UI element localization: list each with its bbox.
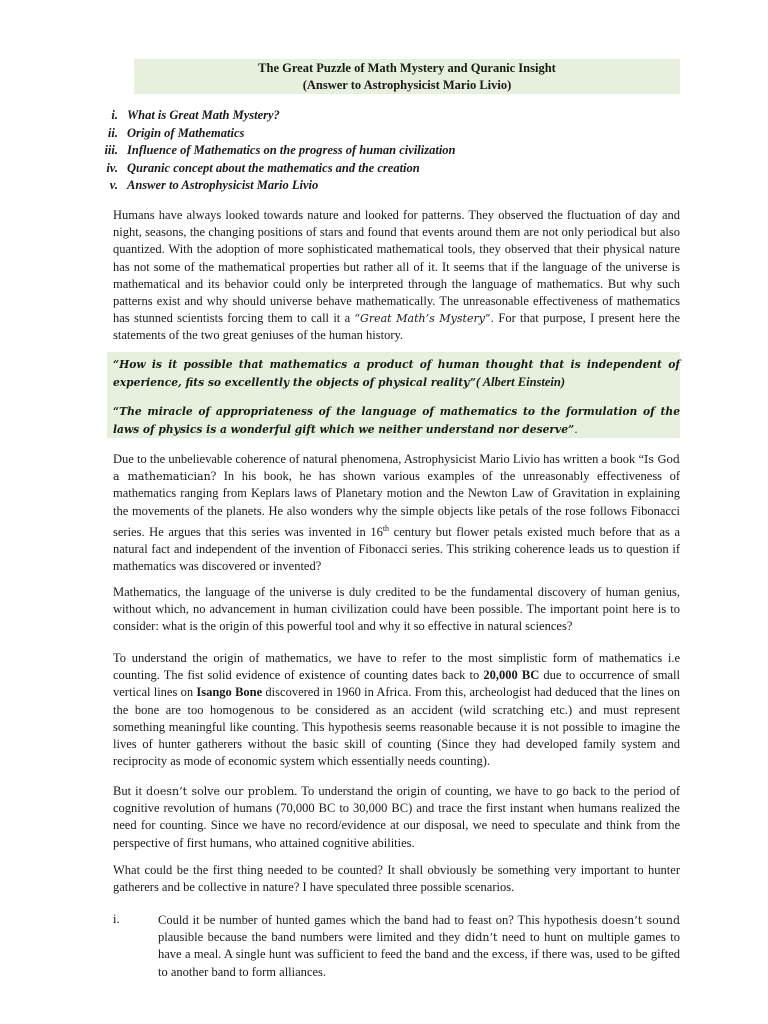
isango-bone: Isango Bone — [196, 685, 263, 700]
toc-text: Origin of Mathematics — [127, 125, 245, 140]
toc-text: Quranic concept about the mathematics and the creation — [127, 160, 420, 175]
paragraph-cognitive — [113, 783, 680, 852]
paragraph-counting-c: discovered in 1960 in Africa. From this, archeologist had deduced that the lines on the bone are too homogenous to be considered as an accident (wild scratching etc.) and must represent something meaningful like counting. This hypothesis seems reasonable because it is not possible to imagine the lives of hunter gatherers without the basic skill of counting (Since they had developed family system and reciprocity as mode of economic system which essentially needs counting). — [113, 685, 680, 769]
paragraph-livio — [113, 451, 680, 576]
toc-item — [70, 161, 670, 179]
date-20000bc: 20,000 BC — [483, 668, 540, 683]
toc-item — [70, 108, 670, 126]
quote-einstein-author: ( Albert Einstein) — [475, 374, 566, 389]
title-line-1: The Great Puzzle of Math Mystery and Quranic Insight — [258, 61, 556, 75]
problem-phrase: doesn’t solve our problem — [146, 785, 295, 798]
list-text-c: plausible because the band numbers were limited and they — [158, 930, 465, 945]
paragraph-cognitive-c: . To understand the origin of counting, we have to go back to the period of cognitive revolution of humans (70,000 BC to 30,000 BC) and trace the first instant when humans realized the need for counting. Since we have no record/evidence at our disposal, we need to speculate and think from the perspective of first humans, who attained cognitive abilities. — [113, 784, 680, 850]
quote-wigner-end: . — [574, 422, 578, 436]
ordinal-suffix: th — [382, 523, 390, 533]
table-of-contents — [70, 108, 670, 196]
paragraph-livio-b: ? In his book, he has shown various examples of the unreasonably effectiveness of mathematics ranging from Keplars laws of Planetary motion and the Newton Law of Gravitation in explaining the movements of the planets. He also wonders why the simple objects like petals of the rose follows Fibonacci series. He argues that this series was invented in 16 — [113, 469, 680, 539]
list-number: i. — [113, 912, 120, 926]
list-item — [113, 912, 680, 992]
list-text-a: Could it be number of hunted games which the band had to feast on? This hypothesis — [158, 913, 602, 927]
toc-number: v. — [109, 178, 118, 192]
paragraph-counting-b: due to occurrence of small vertical lines on — [113, 668, 680, 700]
paragraph-cognitive-a: But it — [113, 784, 147, 798]
list-phrase-doesnt-sound: doesn’t sound — [601, 914, 681, 927]
toc-item — [70, 178, 670, 196]
title-box — [134, 59, 680, 94]
quote-wigner-text: “The miracle of appropriateness of the language of mathematics to the formulation of the laws of physics is a wonderful gift which we neither understand nor deserve” — [113, 405, 680, 436]
book-title: Is God a mathematician — [113, 453, 680, 484]
paragraph-intro-text: Humans have always looked towards nature and looked for patterns. They observed the fluctuation of day and night, seasons, the changing positions of stars and found that events around them are not only periodical but also quantized. With the adoption of more sophisticated mathematical tools, they observed that their physical nature has not some of the mathematical properties but rather all of it. It seems that if the language of the universe is mathematical and its behavior could only be interpreted through the language of mathematics. But why such patterns exist and why should universe behave mathematically. The unreasonable effectiveness of mathematics has stunned scientists forcing them to call it a — [113, 208, 680, 326]
list-phrase-didnt: didn’t — [464, 931, 498, 945]
title-line-2: (Answer to Astrophysicist Mario Livio) — [302, 78, 512, 92]
quote-einstein — [113, 356, 680, 391]
list-item-text — [158, 912, 680, 981]
quote-einstein-text: “How is it possible that mathematics a product of human thought that is independent of experience, fits so excellently the objects of physical reality” — [113, 358, 680, 389]
toc-item — [70, 126, 670, 144]
toc-number: ii. — [107, 125, 118, 140]
paragraph-scenarios: What could be the first thing needed to be counted? It shall obviously be something very important to hunter gatherers and be collective in nature? I have speculated three possible scenarios. — [113, 863, 680, 895]
quote-wigner — [113, 403, 680, 438]
toc-text: Influence of Mathematics on the progress of human civilization — [127, 143, 456, 157]
math-mystery-phrase: “Great Math’s Mystery”. — [354, 312, 495, 326]
toc-text: What is Great Math Mystery? — [127, 108, 280, 122]
paragraph-livio-a: Due to the unbelievable coherence of natural phenomena, Astrophysicist Mario Livio has written a book “ — [113, 452, 644, 466]
list-text-e: need to hunt on multiple games to have a meal. A single hunt was sufficient to feed the band and the excess, if there was, used to be gifted to another band to form alliances. — [158, 930, 680, 979]
toc-item — [70, 143, 670, 161]
paragraph-counting — [113, 650, 680, 770]
paragraph-language: Mathematics, the language of the universe is duly credited to be the fundamental discovery of human genius, without which, no advancement in human civilization could have been possible. The important point here is to consider: what is the origin of this powerful tool and why it so effective in natural sciences? — [113, 585, 680, 634]
toc-number: i. — [111, 108, 118, 122]
toc-number: iv. — [106, 160, 118, 175]
paragraph-intro — [113, 207, 680, 345]
paragraph-counting-a: To understand the origin of mathematics, we have to refer to the most simplistic form of mathematics i.e counting. The fist solid evidence of existence of counting dates back to — [113, 651, 680, 683]
paragraph-livio-c: century but flower petals existed much before that as a natural fact and independent of the invention of Fibonacci series. This striking coherence leads us to question if mathematics was discovered or invented? — [113, 524, 680, 574]
toc-text: Answer to Astrophysicist Mario Livio — [127, 178, 319, 192]
paragraph-intro-tail: For that purpose, I present here the statements of the two great geniuses of the human history. — [113, 311, 681, 343]
toc-number: iii. — [104, 143, 118, 157]
